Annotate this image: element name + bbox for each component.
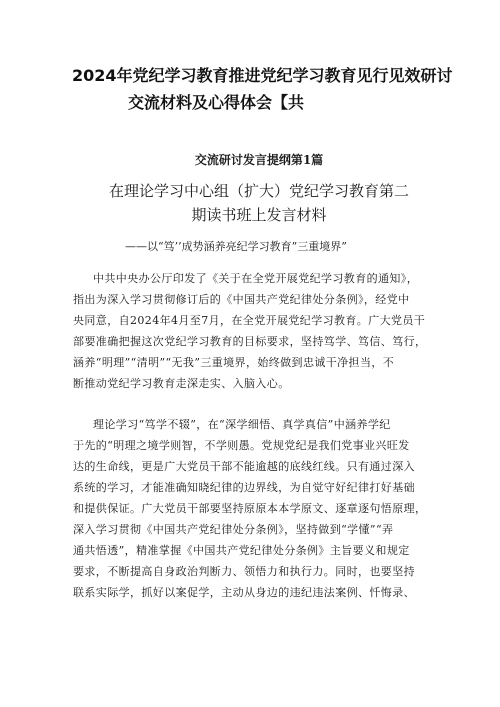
paragraph-line: 断推动党纪学习教育走深走实、入脑入心。 bbox=[73, 377, 290, 390]
paragraph-line: 达的生命线，更是广大党员干部不能逾越的底线红线。只有通过深入 bbox=[73, 460, 415, 473]
speech-title bbox=[0, 179, 500, 227]
paragraph-line: 指出为深入学习贯彻修订后的《中国共产党纪律处分条例》，经党中 bbox=[73, 293, 410, 306]
speech-title-line-1: 在理论学习中心组（扩大）党纪学习教育第二 bbox=[108, 182, 409, 200]
section-heading: 交流研讨发言提纲第1篇 bbox=[194, 153, 324, 167]
paragraph-line: 通共悟透”，精准掌握《中国共产党纪律处分条例》主旨要义和规定 bbox=[73, 544, 410, 557]
speech-title-line-2: 期读书班上发言材料 bbox=[191, 206, 327, 224]
paragraph-line: 和提供保证。广大党员干部要坚持原原本本学原文、逐章逐句悟原理， bbox=[73, 502, 427, 515]
paragraph-line: 联系实际学，抓好以案促学，主动从身边的违纪违法案例、忏悔录、 bbox=[73, 586, 415, 599]
paragraph-line: 系统的学习，才能准确知晓纪律的边界线，为自觉守好纪律打好基础 bbox=[73, 481, 415, 494]
body-paragraph-1 bbox=[73, 268, 439, 394]
speech-subtitle: ——以“笃’’成势涵养亮纪学习教育”三重境界” bbox=[125, 240, 347, 253]
body-paragraph-2 bbox=[73, 414, 439, 603]
paragraph-line: 深入学习贯彻《中国共产党纪律处分条例》，坚持做到“学懂”“弄 bbox=[73, 523, 394, 536]
paragraph-line: 于先的“明理之境学则智，不学则愚。党规党纪是我们党事业兴旺发 bbox=[73, 439, 410, 452]
paragraph-line: 涵养“明理”“清明”“无我”三重境界，始终做到忠诚干净担当，不 bbox=[73, 356, 395, 369]
paragraph-line: 理论学习“笃学不辍”，在“深学细悟、真学真信”中涵养学纪 bbox=[93, 418, 391, 431]
document-title bbox=[60, 62, 460, 116]
paragraph-line: 央同意，自2024年4月至7月，在全党开展党纪学习教育。广大党员干 bbox=[73, 314, 426, 327]
document-title-line-2: 交流材料及心得体会【共 bbox=[128, 93, 305, 112]
paragraph-line: 部要准确把握这次党纪学习教育的目标要求，坚持笃学、笃信、笃行， bbox=[73, 335, 427, 348]
document-title-line-1: 2024年党纪学习教育推进党纪学习教育见行见效研讨 bbox=[72, 66, 453, 85]
paragraph-line: 要求，不断提高自身政治判断力、领悟力和执行力。同时，也要坚持 bbox=[73, 565, 415, 578]
paragraph-line: 中共中央办公厅印发了《关于在全党开展党纪学习教育的通知》， bbox=[93, 272, 419, 285]
